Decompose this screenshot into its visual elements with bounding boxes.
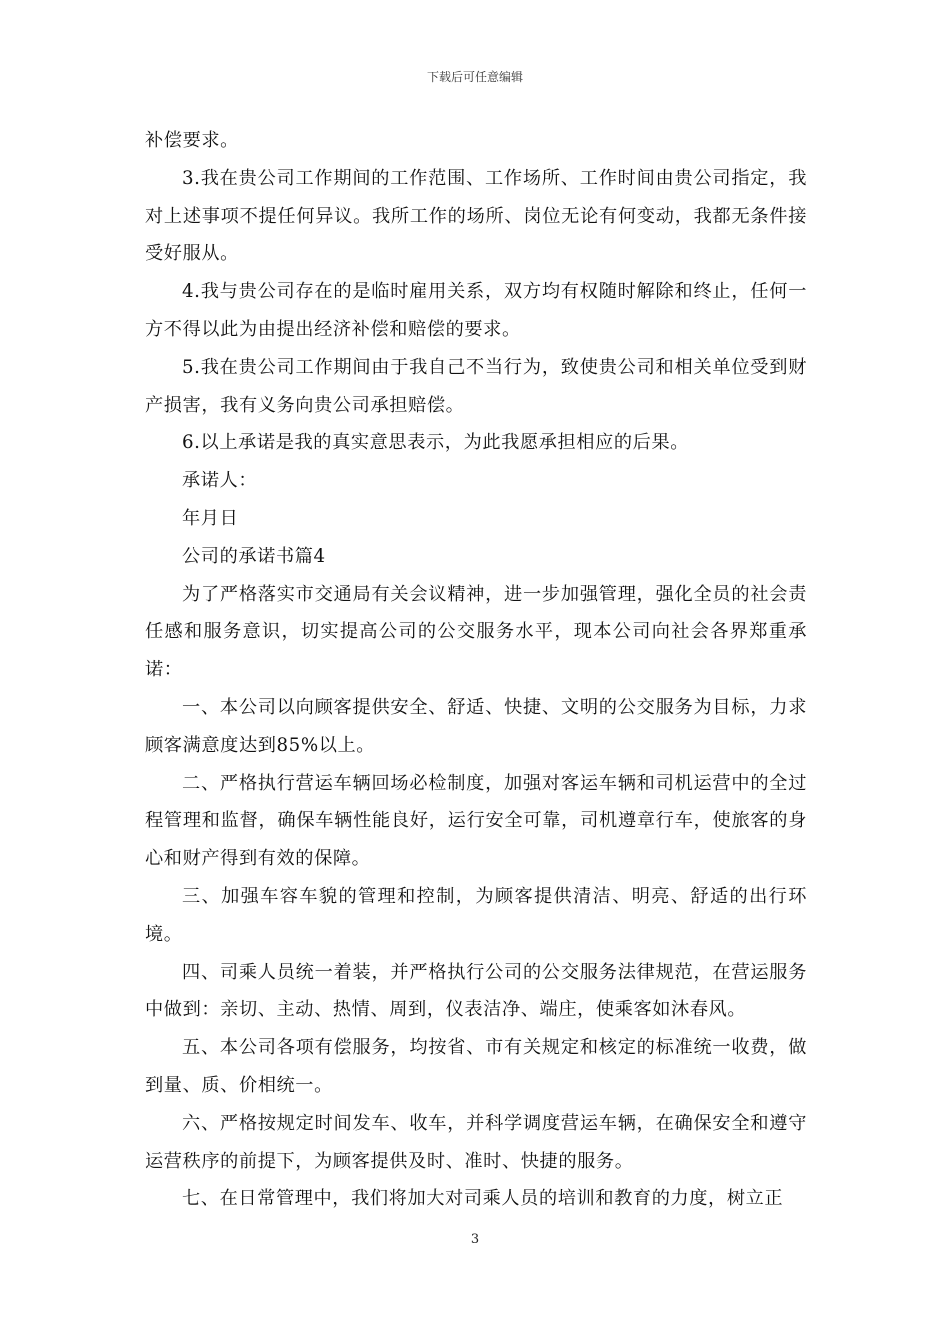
paragraph: 6.以上承诺是我的真实意思表示，为此我愿承担相应的后果。 [182,432,690,454]
paragraph: 一、本公司以向顾客提供安全、舒适、快捷、文明的公交服务为目标，力求顾客满意度达到85%以上。 [145,696,807,756]
page-number: 3 [470,1232,480,1247]
document-body [145,122,807,1218]
paragraph: 公司的承诺书篇4 [182,545,326,567]
paragraph: 三、加强车容车貌的管理和控制，为顾客提供清洁、明亮、舒适的出行环境。 [145,885,807,945]
paragraph: 5.我在贵公司工作期间由于我自己不当行为，致使贵公司和相关单位受到财产损害，我有义务向贵公司承担赔偿。 [145,356,807,416]
paragraph: 六、严格按规定时间发车、收车，并科学调度营运车辆，在确保安全和遵守运营秩序的前提下，为顾客提供及时、准时、快捷的服务。 [145,1112,807,1172]
paragraph: 五、本公司各项有偿服务，均按省、市有关规定和核定的标准统一收费，做到量、质、价相统一。 [145,1037,807,1096]
paragraph: 七、在日常管理中，我们将加大对司乘人员的培训和教育的力度，树立正 [182,1188,784,1210]
paragraph: 四、司乘人员统一着装，并严格执行公司的公交服务法律规范，在营运服务中做到：亲切、主动、热情、周到，仪表洁净、端庄，使乘客如沐春风。 [145,961,807,1021]
paragraph: 4.我与贵公司存在的是临时雇用关系，双方均有权随时解除和终止，任何一方不得以此为由提出经济补偿和赔偿的要求。 [145,281,807,340]
page-header: 下载后可任意编辑 [426,70,523,84]
paragraph: 二、严格执行营运车辆回场必检制度，加强对客运车辆和司机运营中的全过程管理和监督，确保车辆性能良好，运行安全可靠，司机遵章行车，使旅客的身心和财产得到有效的保障。 [145,772,807,870]
paragraph: 承诺人： [182,470,258,492]
paragraph: 3.我在贵公司工作期间的工作范围、工作场所、工作时间由贵公司指定，我对上述事项不提任何异议。我所工作的场所、岗位无论有何变动，我都无条件接受好服从。 [145,167,807,265]
paragraph: 为了严格落实市交通局有关会议精神，进一步加强管理，强化全员的社会责任感和服务意识，切实提高公司的公交服务水平，现本公司向社会各界郑重承诺： [145,583,807,681]
paragraph: 年月日 [182,507,239,529]
paragraph: 补偿要求。 [145,130,239,151]
